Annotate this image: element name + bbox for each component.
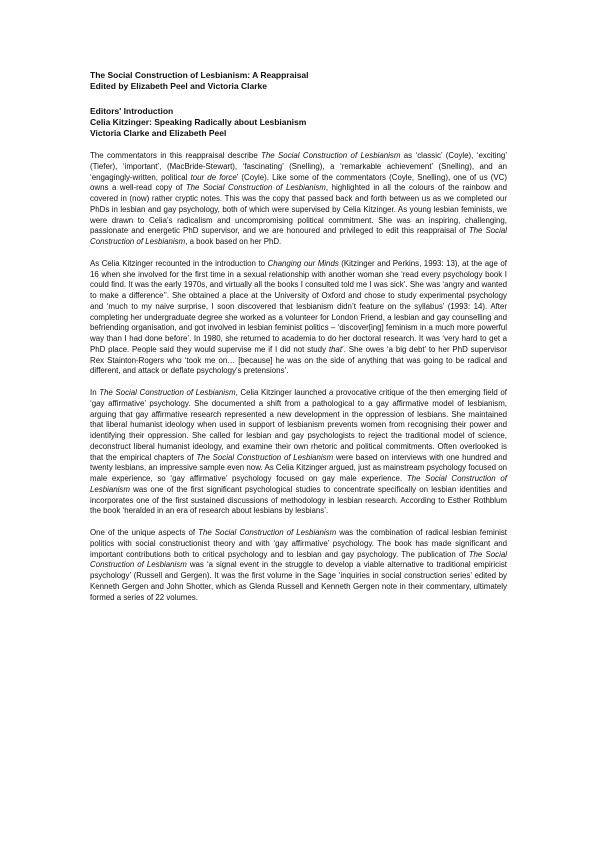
italic-title: The Social Construction of Lesbianism: [90, 474, 507, 494]
italic-title: The Social Construction of Lesbianism: [99, 388, 236, 397]
italic-title: that: [328, 344, 343, 354]
section-authors: Victoria Clarke and Elizabeth Peel: [90, 128, 227, 138]
italic-title: tour de force: [190, 172, 237, 182]
italic-title: The Social Construction of Lesbianism: [196, 452, 334, 462]
section-heading: Editors' Introduction: [90, 106, 174, 116]
italic-title: Changing our Minds: [267, 258, 339, 268]
section-subheading: Celia Kitzinger: Speaking Radically about Lesbianism: [90, 117, 307, 127]
italic-title: The Social Construction of Lesbianism: [90, 226, 508, 246]
document-editors: Edited by Elizabeth Peel and Victoria Clarke: [90, 81, 267, 91]
italic-title: The Social Construction of Lesbianism: [261, 151, 401, 160]
document-header: [90, 70, 507, 139]
paragraph: As Celia Kitzinger recounted in the introduction to Changing our Minds (Kitzinger and Perkins, 1993: 13), at the age of 16 when she involved for the first time in a sexual relationship with another woman she ‘read every psychology book I could find. It was the early 1970s, and virtually all the books I consulted told me I was sick’. She was ‘angry and wanted to make a difference’’. She obtained a place at the University of Oxford and chose to study experimental psychology and ‘much to my naive surprise, I soon discovered that lesbianism didn’t feature on the syllabus’ (1993: 14). After completing her undergraduate degree she worked as a volunteer for London Friend, a lesbian and gay counselling and befriending organisation, and got involved in lesbian feminist politics – ‘discover[ing] feminism in a much more powerful way than I had done before’. In 1980, she returned to academia to do her doctoral research. It was ‘very hard to get a PhD place. People said they would supervise me if I did not study that’. She owes ‘a big debt’ to her PhD supervisor Rex Stainton-Rogers who ‘took me on… [because] he was on the side of anything that was going to be radical and different, and attack or deflate psychology’s pretensions’.: [90, 258, 507, 376]
paragraph: One of the unique aspects of The Social Construction of Lesbianism was the combination of radical lesbian feminist politics with social constructionist theory and with ‘gay affirmative’ psychology. The book has made significant and important contributions both to critical psychology and to lesbian and gay psychology. The publication of The Social Construction of Lesbianism was ‘a signal event in the struggle to develop a viable alternative to traditional empiricist psychology’ (Russell and Gergen). It was the first volume in the Sage ‘inquiries in social construction series’ edited by Kenneth Gergen and John Shotter, which as Glenda Russell and Kenneth Gergen note in their commentary, ultimately formed a series of 22 volumes.: [90, 528, 507, 602]
paragraph: The commentators in this reappraisal describe The Social Construction of Lesbianism as ‘classic’ (Coyle), ‘exciting’ (Tiefer), ‘important’, (MacBride-Stewart), ‘fascinating’ (Snelling), a ‘remarkable achievement’ (Snelling), and an ‘engagingly-written, political tour de force’ (Coyle). Like some of the commentators (Coyle, Snelling), one of us (VC) owns a well-read copy of The Social Construction of Lesbianism, highlighted in all the colours of the rainbow and covered in (now) rather cryptic notes. This was the copy that passed back and forth between us as we completed our PhDs in lesbian and gay psychology, both of which were supervised by Celia Kitzinger. As young lesbian feminists, we were drawn to Celia’s radicalism and uncompromising political commitment. She was an inspiring, challenging, passionate and energetic PhD supervisor, and we are honoured and privileged to edit this reappraisal of The Social Construction of Lesbianism, a book based on her PhD.: [90, 151, 508, 246]
paragraph: In The Social Construction of Lesbianism, Celia Kitzinger launched a provocative critique of the then emerging field of ‘gay affirmative’ psychology. She documented a shift from a pathological to a gay affirmative model of lesbianism, arguing that gay affirmative research represented a new development in the oppression of lesbians. She maintained that liberal humanist ideology when used in support of lesbianism prevents women from recognising their power and identifying their oppression. She called for lesbian and gay psychologists to reject the traditional model of science, deconstruct liberal humanist ideology, and examine their own rhetoric and political commitments. Often overlooked is that the empirical chapters of The Social Construction of Lesbianism were based on interviews with one hundred and twenty lesbians, an impressive sample even now. As Celia Kitzinger argued, just as mainstream psychology focused on male experience, so ‘gay affirmative’ psychology focused on gay male experience. The Social Construction of Lesbianism was one of the first significant psychological studies to concentrate specifically on lesbian identities and incorporates one of the first sustained discussions of methodology in lesbian research. According to Esther Rothblum the book ‘heralded in an era of research about lesbians by lesbians’.: [90, 388, 507, 516]
document-title: The Social Construction of Lesbianism: A Reappraisal: [90, 70, 309, 80]
body-text: [90, 151, 507, 603]
italic-title: The Social Construction of Lesbianism: [198, 528, 337, 537]
italic-title: The Social Construction of Lesbianism: [90, 549, 507, 570]
italic-title: The Social Construction of Lesbianism: [185, 183, 326, 193]
